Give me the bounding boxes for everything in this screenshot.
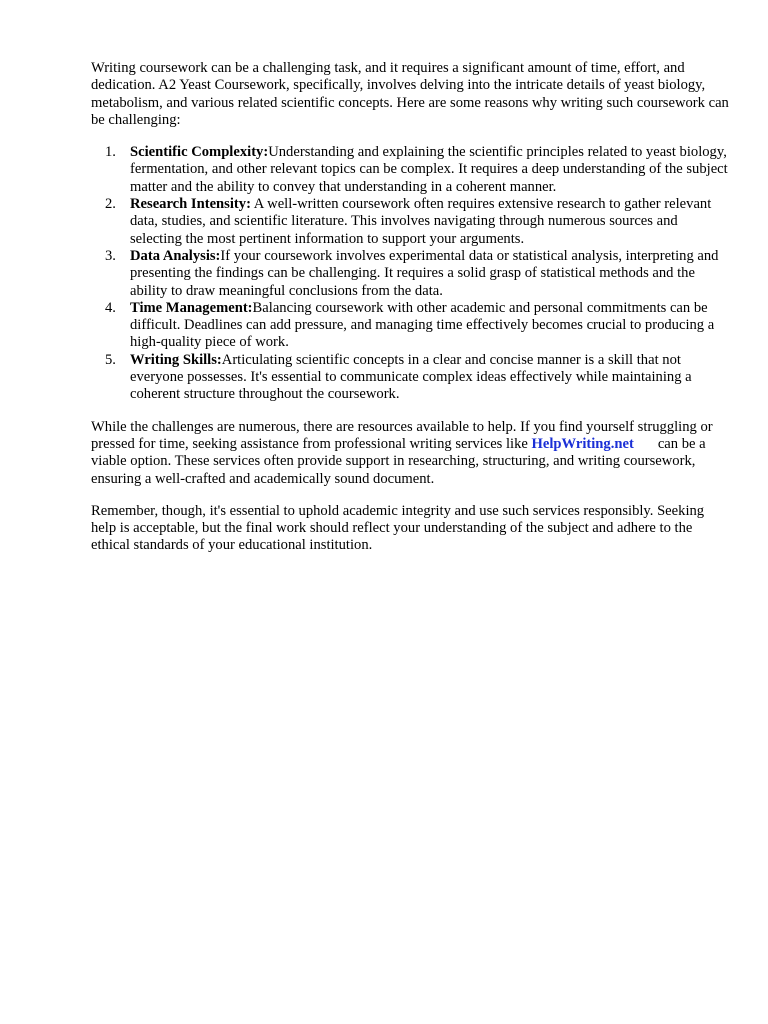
list-item-title: Data Analysis:: [130, 247, 221, 264]
help-text-before: While the challenges are numerous, there are resources available to help. If you find yourself struggling or pressed for time, seeking assistance from professional writing services like: [91, 418, 713, 452]
document-body: [91, 60, 731, 570]
list-item: [91, 144, 731, 196]
list-item: [91, 248, 731, 300]
list-item: [91, 300, 731, 352]
list-item-number: 2.: [105, 196, 116, 213]
list-item-title: Writing Skills:: [130, 351, 222, 368]
closing-paragraph: Remember, though, it's essential to uphold academic integrity and use such services responsibly. Seeking help is acceptable, but the final work should reflect your understanding of the subject and adhere to the ethical standards of your educational institution.: [91, 502, 705, 554]
list-item: [91, 196, 731, 248]
help-text-after: can be a viable option. These services often provide support in researching, structuring, and writing coursework, ensuring a well-crafted and academically sound document.: [91, 435, 706, 487]
list-item-title: Scientific Complexity:: [130, 144, 269, 161]
list-item-text: Understanding and explaining the scientific principles related to yeast biology, fermentation, and other relevant topics can be complex. It requires a deep understanding of the subject matter and the ability to convey that understanding in a coherent manner.: [130, 144, 728, 195]
list-item-number: 1.: [105, 144, 116, 161]
list-item-number: 3.: [105, 247, 116, 264]
list-item-text: Articulating scientific concepts in a clear and concise manner is a skill that not everyone possesses. It's essential to communicate complex ideas effectively while maintaining a coherent structure throughout the coursework.: [130, 351, 692, 403]
helpwriting-link[interactable]: HelpWriting.net: [531, 435, 634, 452]
list-item-title: Time Management:: [130, 299, 253, 316]
list-item-title: Research Intensity:: [130, 196, 251, 213]
help-paragraph: [91, 419, 731, 488]
challenges-list: [91, 144, 731, 403]
list-item-number: 5.: [105, 351, 116, 368]
intro-paragraph: Writing coursework can be a challenging task, and it requires a significant amount of time, effort, and dedication. A2 Yeast Coursework, specifically, involves delving into the intricate details of yeast biology, metabolism, and various related scientific concepts. Here are some reasons why writing such coursework can be challenging:: [91, 60, 729, 128]
list-item-text: Balancing coursework with other academic and personal commitments can be difficult. Deadlines can add pressure, and managing time effectively becomes crucial to producing a high-quality piece of work.: [130, 299, 715, 351]
list-item: [91, 352, 731, 404]
list-item-number: 4.: [105, 299, 116, 316]
list-item-text: A well-written coursework often requires extensive research to gather relevant data, studies, and scientific literature. This involves navigating through numerous sources and selecting the most pertinent information to support your arguments.: [130, 196, 712, 247]
list-item-text: If your coursework involves experimental data or statistical analysis, interpreting and presenting the findings can be challenging. It requires a solid grasp of statistical methods and the ability to draw meaningful conclusions from the data.: [130, 247, 719, 299]
